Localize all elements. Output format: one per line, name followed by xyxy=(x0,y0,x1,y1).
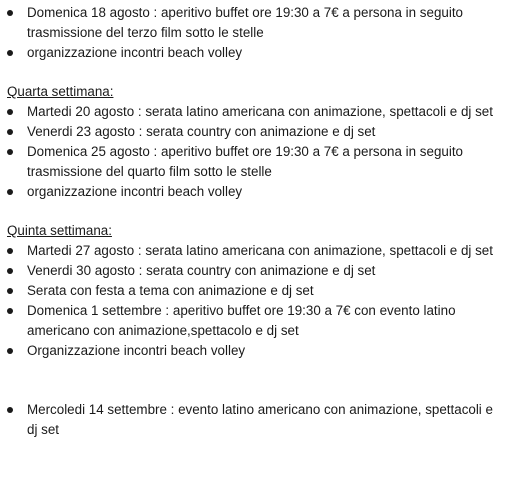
list-item xyxy=(0,241,516,261)
section-heading: Quinta settimana: xyxy=(7,223,112,238)
item-text: organizzazione incontri beach volley xyxy=(27,45,243,60)
bullet-icon xyxy=(7,109,13,115)
list-item xyxy=(0,301,516,341)
item-text: Domenica 1 settembre : aperitivo buffet ore 19:30 a 7€ con evento latino xyxy=(27,303,456,318)
item-text: Martedi 20 agosto : serata latino americana con animazione, spettacoli e dj set xyxy=(27,104,493,119)
section-heading: Quarta settimana: xyxy=(7,84,114,99)
list-item xyxy=(0,102,516,122)
bullet-icon xyxy=(7,189,13,195)
item-text-continued: trasmissione del quarto film sotto le stelle xyxy=(27,164,272,179)
week4-section xyxy=(0,82,516,202)
item-text-continued: trasmissione del terzo film sotto le stelle xyxy=(27,25,264,40)
bullet-icon xyxy=(7,248,13,254)
bullet-icon xyxy=(7,10,13,16)
week5-section xyxy=(0,221,516,361)
bullet-icon xyxy=(7,268,13,274)
bullet-icon xyxy=(7,308,13,314)
item-text: Venerdi 23 agosto : serata country con animazione e dj set xyxy=(27,124,376,139)
final-list xyxy=(0,400,516,440)
bullet-icon xyxy=(7,407,13,413)
bullet-icon xyxy=(7,348,13,354)
list-item xyxy=(0,261,516,281)
list-item xyxy=(0,341,516,361)
week3-list xyxy=(0,3,516,63)
list-item xyxy=(0,122,516,142)
item-text: Organizzazione incontri beach volley xyxy=(27,343,246,358)
list-item xyxy=(0,400,516,440)
bullet-icon xyxy=(7,129,13,135)
list-item xyxy=(0,142,516,182)
bullet-icon xyxy=(7,149,13,155)
item-text: organizzazione incontri beach volley xyxy=(27,184,243,199)
list-item xyxy=(0,43,516,63)
bullet-icon xyxy=(7,288,13,294)
list-item xyxy=(0,281,516,301)
item-text-continued: dj set xyxy=(27,422,60,437)
item-text: Mercoledi 14 settembre : evento latino americano con animazione, spettacoli e xyxy=(27,402,493,417)
list-item xyxy=(0,182,516,202)
document-page xyxy=(0,3,516,440)
item-text: Serata con festa a tema con animazione e dj set xyxy=(27,283,314,298)
item-text-continued: americano con animazione,spettacolo e dj set xyxy=(27,323,299,338)
item-text: Martedi 27 agosto : serata latino americana con animazione, spettacoli e dj set xyxy=(27,243,493,258)
item-text: Domenica 25 agosto : aperitivo buffet ore 19:30 a 7€ a persona in seguito xyxy=(27,144,463,159)
item-text: Domenica 18 agosto : aperitivo buffet ore 19:30 a 7€ a persona in seguito xyxy=(27,5,463,20)
bullet-icon xyxy=(7,50,13,56)
item-text: Venerdi 30 agosto : serata country con animazione e dj set xyxy=(27,263,376,278)
list-item xyxy=(0,3,516,43)
